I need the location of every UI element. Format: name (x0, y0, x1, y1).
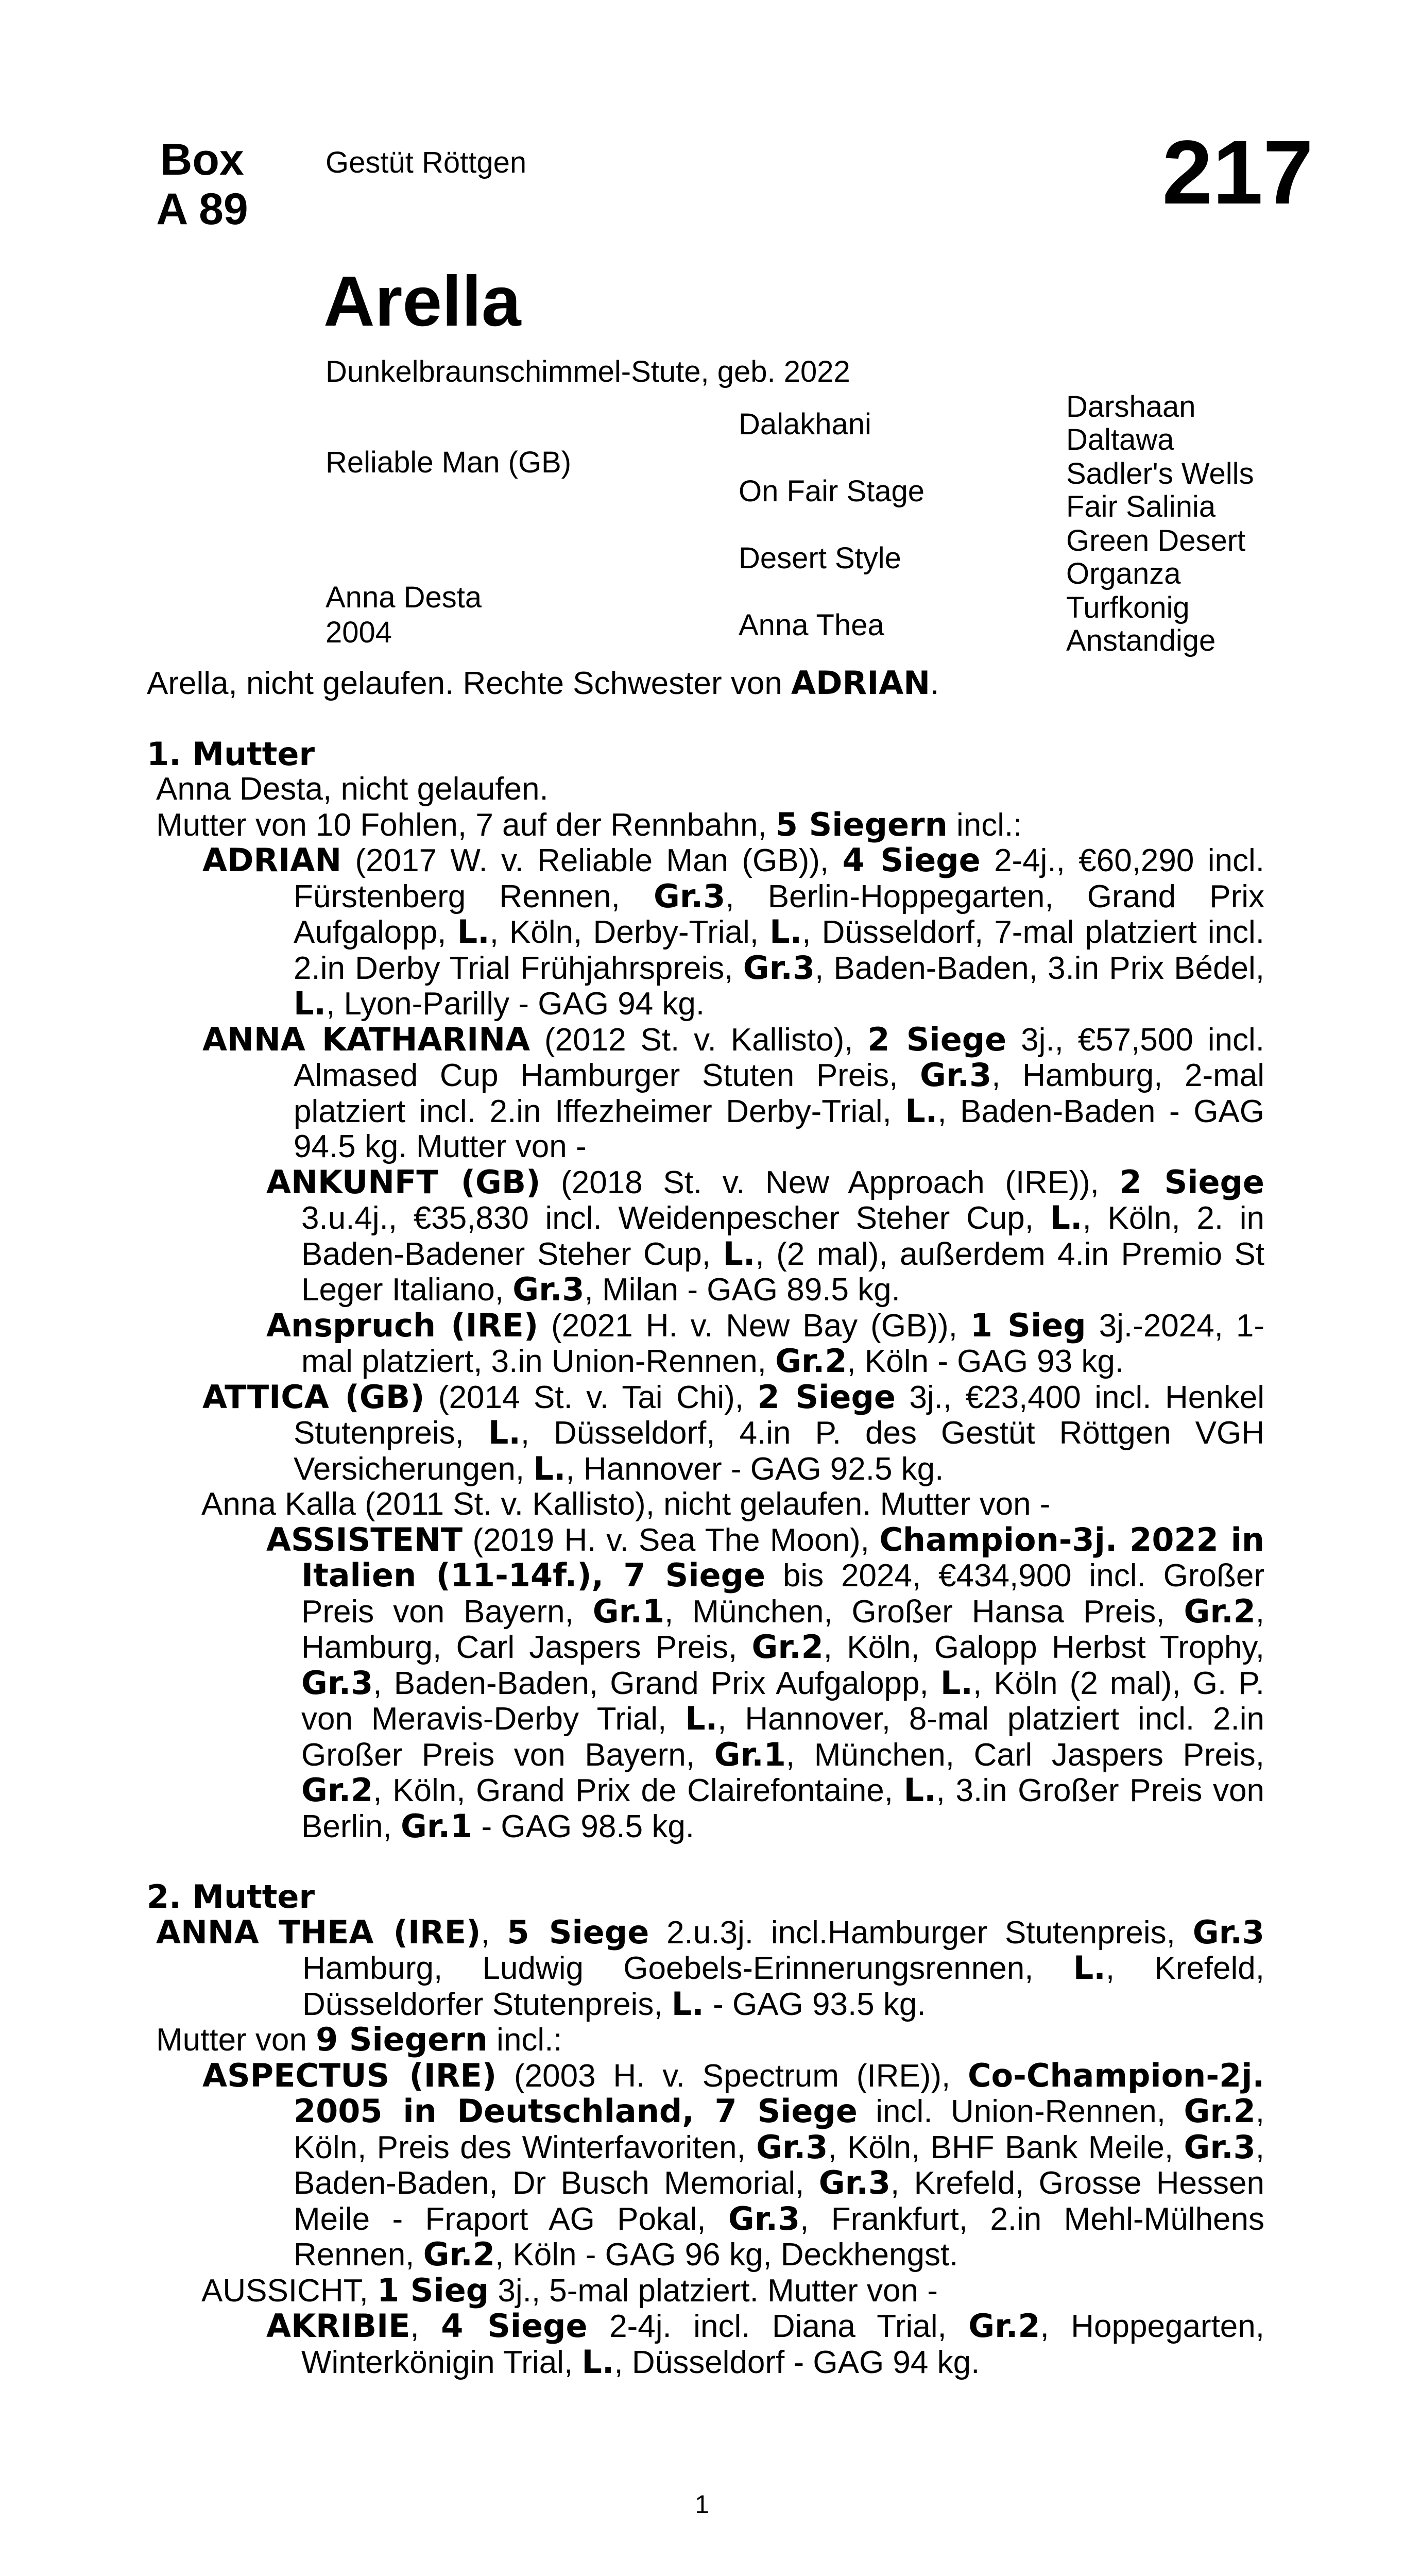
pedigree-gen3-6: Organza (1066, 557, 1181, 590)
page-number: 1 (695, 2490, 709, 2519)
entry-anna-kalla: Anna Kalla (2011 St. v. Kallisto), nicht gelaufen. Mutter von - (201, 1486, 1051, 1522)
pedigree-gen3-5: Green Desert (1066, 524, 1246, 557)
summary-line: Arella, nicht gelaufen. Rechte Schwester von ADRIAN. (147, 664, 939, 702)
pedigree-dam-year: 2004 (326, 616, 392, 649)
pedigree-sire-sire: Dalakhani (739, 408, 871, 441)
first-dam-heading: 1. Mutter (147, 735, 315, 773)
pedigree-sire: Reliable Man (GB) (326, 446, 572, 479)
lot-number: 217 (1162, 122, 1313, 223)
pedigree-dam-dam: Anna Thea (739, 608, 884, 642)
pedigree-gen3-7: Turfkonig (1066, 591, 1190, 624)
entry-anna-katharina: ANNA KATHARINA (2012 St. v. Kallisto), 2 Siege 3j., €57,500 incl. Almased Cup Hamburger Stuten Preis, Gr.3, Hamburg, 2-mal platziert incl. 2.in Iffezheimer Derby-Trial, L., Baden-Baden - GAG 94.5 kg. Mutter von - (202, 1020, 1264, 1164)
horse-name: Arella (323, 262, 521, 341)
entry-attica: ATTICA (GB) (2014 St. v. Tai Chi), 2 Siege 3j., €23,400 incl. Henkel Stutenpreis, L., Düsseldorf, 4.in P. des Gestüt Röttgen VGH Versicherungen, L., Hannover - GAG 92.5 kg. (202, 1378, 1264, 1487)
horse-description: Dunkelbraunschimmel-Stute, geb. 2022 (326, 355, 850, 388)
pedigree-gen3-4: Fair Salinia (1066, 490, 1216, 523)
entry-adrian: ADRIAN (2017 W. v. Reliable Man (GB)), 4 Siege 2-4j., €60,290 incl. Fürstenberg Rennen, Gr.3, Berlin-Hoppegarten, Grand Prix Aufgalopp, L., Köln, Derby-Trial, L., Düsseldorf, 7-mal platziert incl. 2.in Derby Trial Frühjahrspreis, Gr.3, Baden-Baden, 3.in Prix Bédel, L., Lyon-Parilly - GAG 94 kg. (202, 841, 1265, 1022)
pedigree-dam-sire: Desert Style (739, 541, 901, 575)
entry-aspectus: ASPECTUS (IRE) (2003 H. v. Spectrum (IRE)), Co-Champion-2j. 2005 in Deutschland, 7 Siege incl. Union-Rennen, Gr.2, Köln, Preis des Winterfavoriten, Gr.3, Köln, BHF Bank Meile, Gr.3, Baden-Baden, Dr Busch Memorial, Gr.3, Krefeld, Grosse Hessen Meile - Fraport AG Pokal, Gr.3, Frankfurt, 2.in Mehl-Mülhens Rennen, Gr.2, Köln - GAG 96 kg, Deckhengst. (202, 2056, 1265, 2273)
entry-anspruch: Anspruch (IRE) (2021 H. v. New Bay (GB)), 1 Sieg 3j.-2024, 1-mal platziert, 3.in Union-Rennen, Gr.2, Köln - GAG 93 kg. (266, 1306, 1264, 1380)
box-number: A 89 (156, 184, 248, 234)
entry-ankunft: ANKUNFT (GB) (2018 St. v. New Approach (IRE)), 2 Siege 3.u.4j., €35,830 incl. Weidenpescher Steher Cup, L., Köln, 2. in Baden-Badener Steher Cup, L., (2 mal), außerdem 4.in Premio St Leger Italiano, Gr.3, Milan - GAG 89.5 kg. (266, 1163, 1264, 1308)
second-dam-heading: 2. Mutter (147, 1878, 315, 1916)
second-dam-foals: Mutter von 9 Siegern incl.: (156, 2021, 562, 2058)
first-dam-foals: Mutter von 10 Fohlen, 7 auf der Rennbahn, 5 Siegern incl.: (156, 805, 1022, 843)
entry-aussicht: AUSSICHT, 1 Sieg 3j., 5-mal platziert. Mutter von - (201, 2271, 938, 2309)
pedigree-gen3-1: Darshaan (1066, 390, 1196, 423)
box-line-1: Box (160, 135, 244, 184)
entry-anna-thea: ANNA THEA (IRE), 5 Siege 2.u.3j. incl.Hamburger Stutenpreis, Gr.3 Hamburg, Ludwig Goebels-Erinnerungsrennen, L., Krefeld, Düsseldorfer Stutenpreis, L. - GAG 93.5 kg. (156, 1913, 1265, 2023)
pedigree-gen3-8: Anstandige (1066, 624, 1216, 657)
box-label (147, 135, 258, 234)
catalogue-body (147, 666, 1264, 2380)
entry-assistent: ASSISTENT (2019 H. v. Sea The Moon), Champion-3j. 2022 in Italien (11-14f.), 7 Siege bis 2024, €434,900 incl. Großer Preis von Bayern, Gr.1, München, Großer Hansa Preis, Gr.2, Hamburg, Carl Jaspers Preis, Gr.2, Köln, Galopp Herbst Trophy, Gr.3, Baden-Baden, Grand Prix Aufgalopp, L., Köln (2 mal), G. P. von Meravis-Derby Trial, L., Hannover, 8-mal platziert incl. 2.in Großer Preis von Bayern, Gr.1, München, Carl Jaspers Preis, Gr.2, Köln, Grand Prix de Clairefontaine, L., 3.in Großer Preis von Berlin, Gr.1 - GAG 98.5 kg. (266, 1520, 1265, 1845)
pedigree-dam: Anna Desta (326, 581, 482, 614)
pedigree-gen3-3: Sadler's Wells (1066, 457, 1254, 490)
pedigree-gen3-2: Daltawa (1066, 423, 1174, 456)
pedigree-sire-dam: On Fair Stage (739, 474, 925, 508)
first-dam-intro: Anna Desta, nicht gelaufen. (156, 771, 549, 807)
breeder-name: Gestüt Röttgen (326, 146, 527, 179)
entry-akribie: AKRIBIE, 4 Siege 2-4j. incl. Diana Trial, Gr.2, Hoppegarten, Winterkönigin Trial, L., Düsseldorf - GAG 94 kg. (266, 2307, 1264, 2381)
